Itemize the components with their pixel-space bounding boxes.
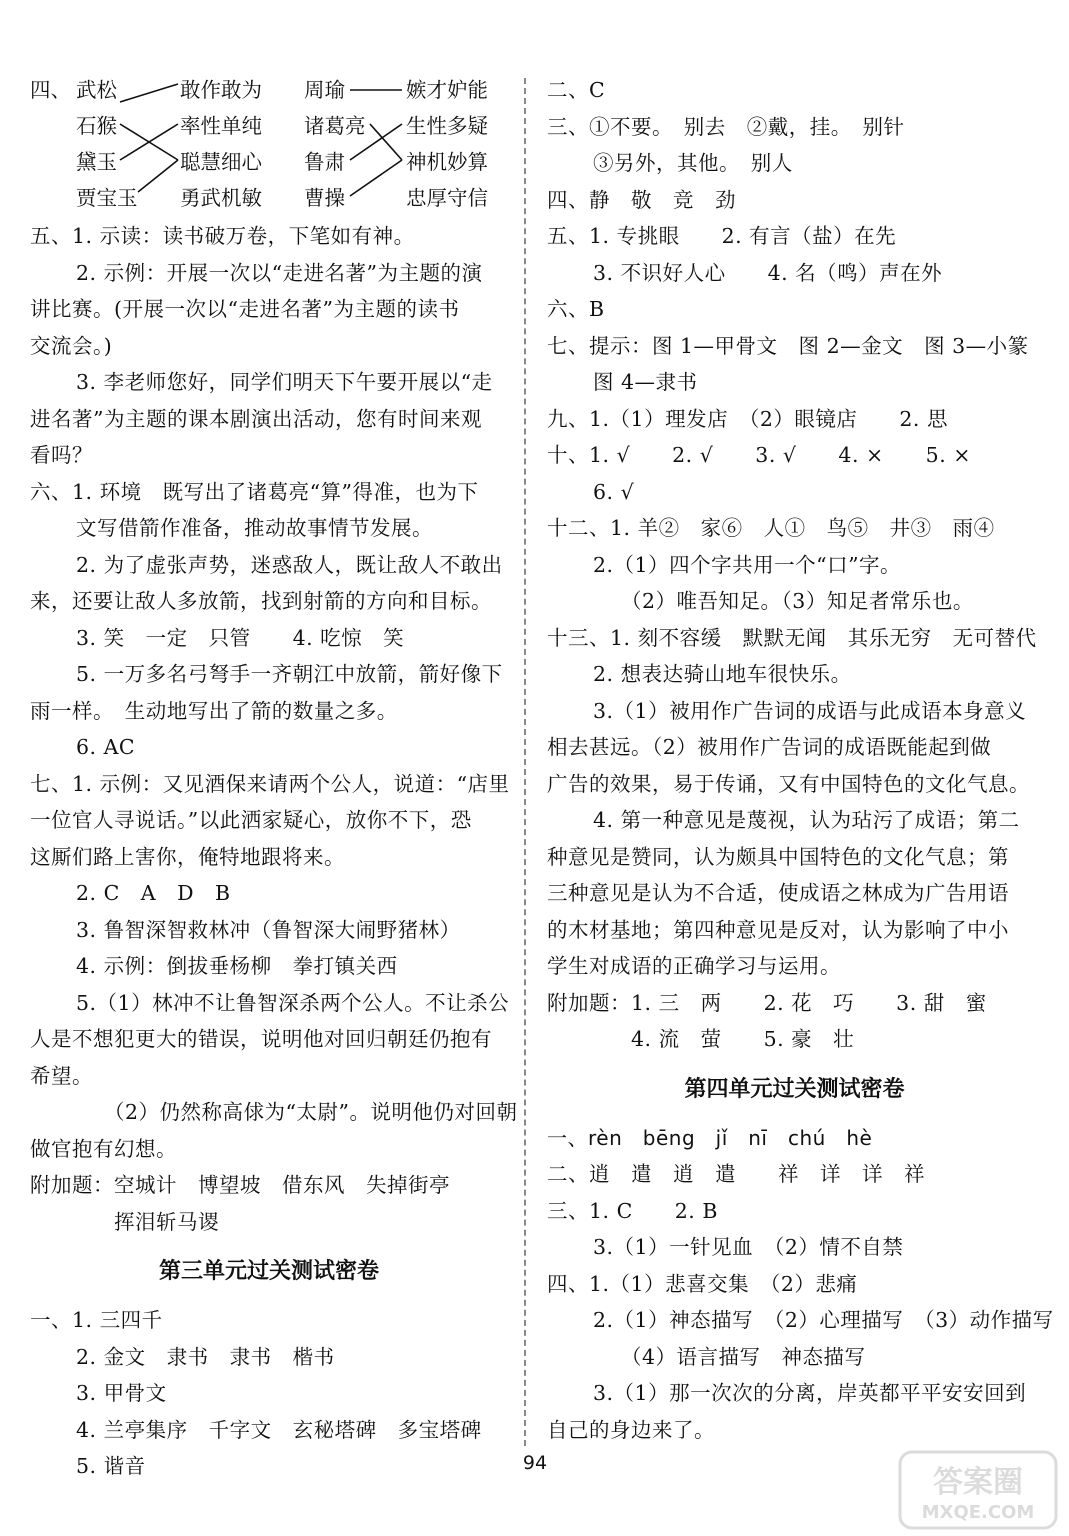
left-column: [30, 72, 518, 1485]
answer-line: 十三、1. 刻不容缓 默默无闻 其乐无穷 无可替代: [547, 625, 1037, 650]
answer-line: 一位官人寻说话。”以此洒家疑心，放你不下，恐: [30, 808, 472, 832]
answer-line: 4. 流 萤 5. 豪 壮: [631, 1027, 855, 1051]
answer-line: 三种意见是认为不合适，使成语之林成为广告用语: [547, 881, 1009, 905]
answer-line: 图 4—隶书: [593, 370, 698, 394]
answer-line: 5. 谐音: [76, 1454, 146, 1478]
match-right-name: 鲁肃: [304, 150, 345, 174]
answer-line: 附加题：空城计 博望坡 借东风 失掉街亭: [30, 1173, 450, 1197]
answer-line: 3. 甲骨文: [76, 1381, 167, 1405]
match-left-trait: 勇武机敏: [180, 186, 262, 210]
match-left-trait: 聪慧细心: [180, 150, 262, 174]
answer-line: 3.（1）一针见血 （2）情不自禁: [593, 1235, 904, 1259]
answer-line: 六、B: [547, 297, 605, 321]
answer-line: 6. AC: [76, 735, 136, 759]
answer-line: 4. 第一种意见是蔑视，认为玷污了成语；第二: [593, 808, 1020, 832]
match-line: [350, 160, 402, 196]
answer-line: 2.（1）神态描写 （2）心理描写 （3）动作描写: [593, 1308, 1054, 1332]
answer-line: 6. √: [593, 479, 635, 504]
watermark-text: 答案圈: [933, 1465, 1023, 1500]
answer-line: 2. C A D B: [76, 881, 231, 905]
answer-line: （2）唯吾知足。（3）知足者常乐也。: [621, 589, 974, 613]
match-left-name: 黛玉: [76, 150, 117, 174]
answer-line: 3. 鲁智深智救林冲（鲁智深大闹野猪林）: [76, 917, 461, 942]
match-right-name: 周瑜: [304, 78, 345, 102]
answer-line: 三、①不要。 别去 ②戴，挂。 别针: [547, 114, 905, 139]
answer-line: 3. 不识好人心 4. 名（鸣）声在外: [593, 260, 943, 285]
answer-line: 3. 笑 一定 只管 4. 吃惊 笑: [76, 625, 405, 650]
answer-line: 自己的身边来了。: [547, 1417, 715, 1442]
match-right-trait: 生性多疑: [406, 114, 488, 138]
section-title-unit4: 第四单元过关测试密卷: [684, 1076, 905, 1102]
match-left-name: 贾宝玉: [76, 186, 138, 210]
answer-line: 人是不想犯更大的错误，说明他对回归朝廷仍抱有: [30, 1027, 492, 1051]
answer-line: （4）语言描写 神态描写: [621, 1344, 866, 1369]
answer-line: 5.（1）林冲不让鲁智深杀两个公人。不让杀公: [76, 990, 510, 1015]
match-right-name: 诸葛亮: [304, 114, 366, 138]
matching-exercise: [30, 72, 508, 218]
answer-line: 四、1.（1）悲喜交集 （2）悲痛: [547, 1271, 858, 1296]
answer-line: 讲比赛。(开展一次以“走进名著”为主题的读书: [30, 297, 460, 321]
answer-line: 4. 兰亭集序 千字文 玄秘塔碑 多宝塔碑: [76, 1417, 482, 1442]
answer-line: 这厮们路上害你，俺特地跟将来。: [30, 844, 345, 869]
answer-line: 五、1. 专挑眼 2. 有言（盐）在先: [547, 224, 897, 248]
match-left-name: 石猴: [76, 114, 117, 138]
match-right-trait: 忠厚守信: [406, 186, 488, 210]
answer-line: 交流会。): [30, 333, 113, 358]
answer-line: 来，还要让敌人多放箭，找到射箭的方向和目标。: [30, 589, 492, 613]
answer-line: 种意见是赞同，认为颇具中国特色的文化气息；第: [547, 844, 1009, 869]
match-left-trait: 敢作敢为: [180, 78, 262, 102]
watermark-url: MXQE.COM: [921, 1502, 1035, 1523]
answer-line: 2. 示例：开展一次以“走进名著”为主题的演: [76, 260, 483, 285]
match-right-trait: 嫉才妒能: [406, 78, 488, 102]
answer-line: 七、提示：图 1—甲骨文 图 2—金文 图 3—小篆: [547, 333, 1029, 358]
answer-line: 雨一样。 生动地写出了箭的数量之多。: [30, 698, 398, 723]
answer-line: 二、逍 遣 逍 遣 祥 详 详 祥: [547, 1162, 925, 1186]
match-line: [350, 124, 402, 160]
answer-line: 六、1. 环境 既写出了诸葛亮“算”得准，也为下: [30, 479, 479, 504]
section-title-unit3: 第三单元过关测试密卷: [158, 1259, 379, 1284]
match-right-trait: 神机妙算: [406, 150, 488, 174]
right-column: [547, 72, 1054, 1448]
answer-line: 2. 想表达骑山地车很快乐。: [593, 662, 852, 686]
watermark-logo: [898, 1450, 1058, 1530]
answer-line: 三、1. C 2. B: [547, 1198, 718, 1223]
answer-line: 2. 金文 隶书 隶书 楷书: [76, 1344, 335, 1369]
answer-line: 学生对成语的正确学习与运用。: [547, 954, 841, 978]
answer-line: （2）仍然称高俅为“太尉”。说明他仍对回朝: [104, 1100, 518, 1124]
answer-line: 十二、1. 羊② 家⑥ 人① 鸟⑤ 井③ 雨④: [547, 516, 995, 540]
match-line: [120, 84, 178, 102]
match-line: [138, 160, 178, 192]
answer-line: 五、1. 示读：读书破万卷，下笔如有神。: [30, 224, 415, 248]
answer-line: 3. 李老师您好，同学们明天下午要开展以“走: [76, 370, 493, 394]
match-left-name: 武松: [76, 78, 117, 102]
answer-line: 二、C: [547, 78, 606, 102]
column-divider: [524, 78, 526, 1446]
answer-line: 希望。: [30, 1063, 93, 1088]
match-left-trait: 率性单纯: [180, 114, 262, 138]
match-right-name: 曹操: [304, 186, 345, 210]
answer-line: 看吗？: [30, 443, 93, 467]
answer-line: 十、1. √ 2. √ 3. √ 4. × 5. ×: [547, 443, 971, 467]
answer-line: ③另外，其他。 别人: [593, 151, 793, 175]
answer-line: 一、1. 三四千: [30, 1308, 163, 1332]
pinyin-answer-line: 一、rèn bēng jǐ nī chú hè: [547, 1125, 873, 1150]
answer-line: 5. 一万多名弓弩手一齐朝江中放箭，箭好像下: [76, 662, 503, 686]
answer-line: 的木材基地；第四种意见是反对，认为影响了中小: [547, 917, 1009, 942]
answer-line: 2. 为了虚张声势，迷惑敌人，既让敌人不敢出: [76, 552, 503, 577]
answer-line: 3.（1）被用作广告词的成语与此成语本身意义: [593, 698, 1027, 723]
page-number: 94: [522, 1452, 548, 1474]
answer-line: 文写借箭作准备，推动故事情节发展。: [76, 516, 433, 540]
answer-line: 挥泪斩马谡: [114, 1209, 219, 1234]
match-connector-lines: [30, 72, 508, 218]
answer-line: 进名著”为主题的课本剧演出活动，您有时间来观: [30, 406, 482, 431]
answer-line: 做官抱有幻想。: [30, 1136, 177, 1161]
answer-line: 附加题：1. 三 两 2. 花 巧 3. 甜 蜜: [547, 990, 987, 1015]
answer-line: 九、1.（1）理发店 （2）眼镜店 2. 思: [547, 406, 948, 431]
match-prefix: 四、: [30, 78, 71, 102]
answer-line: 广告的效果，易于传诵，又有中国特色的文化气息。: [547, 771, 1030, 796]
answer-line: 4. 示例：倒拔垂杨柳 拳打镇关西: [76, 954, 398, 978]
answer-line: 2.（1）四个字共用一个“口”字。: [593, 552, 902, 577]
answer-line: 四、静 敬 竞 劲: [547, 187, 736, 212]
answer-line: 相去甚远。（2）被用作广告词的成语既能起到做: [547, 735, 992, 759]
answer-line: 七、1. 示例：又见酒保来请两个公人，说道：“店里: [30, 771, 510, 796]
answer-line: 3.（1）那一次次的分离，岸英都平平安安回到: [593, 1381, 1027, 1405]
